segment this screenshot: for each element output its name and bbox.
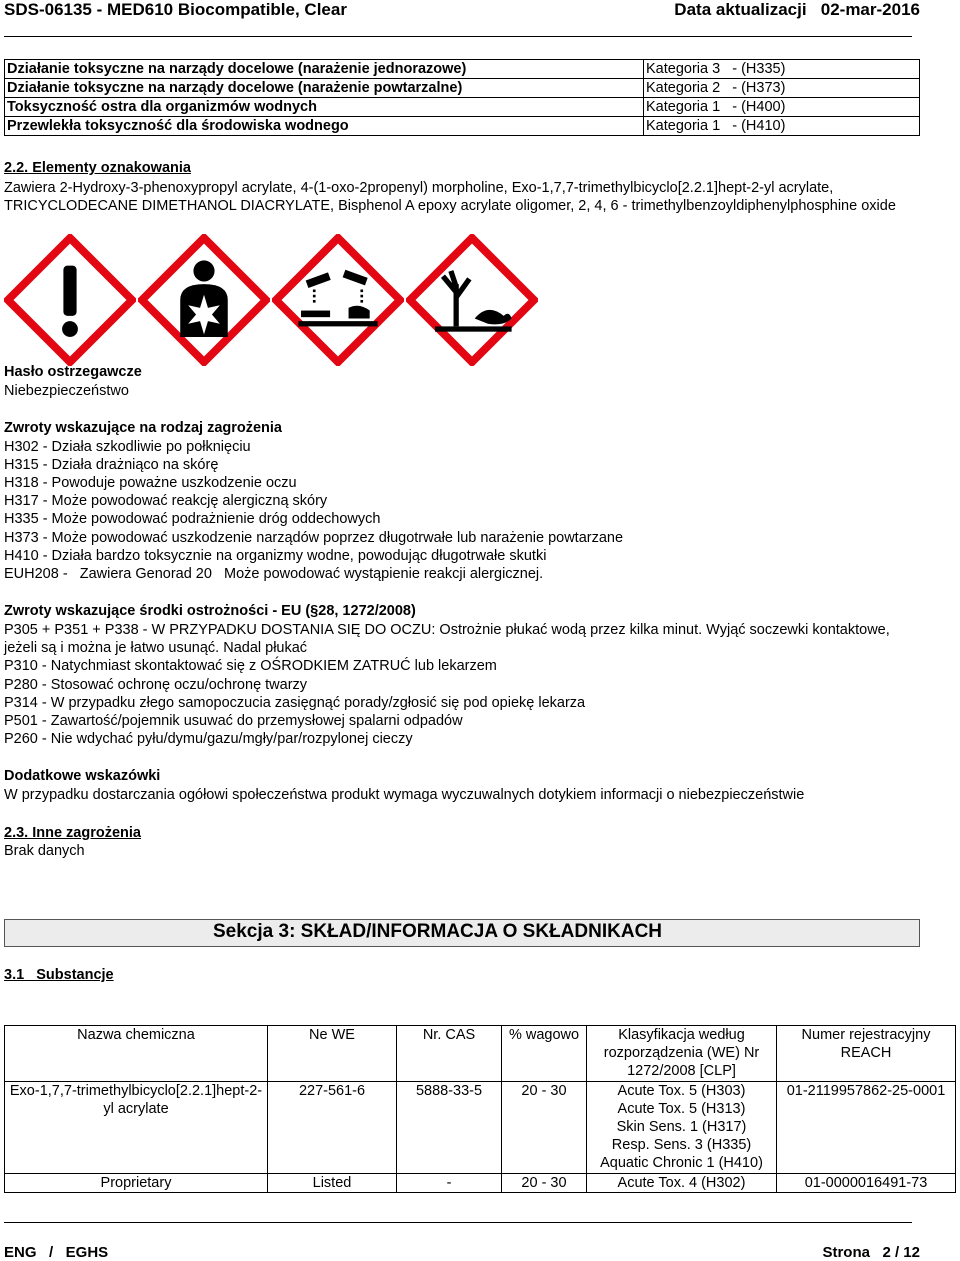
- classification-table: [4, 59, 920, 136]
- list-item: H335 - Może powodować podrażnienie dróg oddechowych: [4, 511, 381, 528]
- page-header: [4, 0, 920, 22]
- additional-info-heading: Dodatkowe wskazówki: [4, 768, 161, 784]
- precautionary-statements: [4, 621, 916, 748]
- list-item: P501 - Zawartość/pojemnik usuwać do przemysłowej spalarni odpadów: [4, 713, 463, 730]
- revision-date: Data aktualizacji 02-mar-2016: [674, 0, 920, 19]
- precautionary-statements-heading: Zwroty wskazujące środki ostrożności - EU (§28, 1272/2008): [4, 603, 416, 619]
- list-item: EUH208 - Zawiera Genorad 20 Może powodować wystąpienie reakcji alergicznej.: [4, 565, 544, 582]
- composition-table: [4, 1025, 956, 1193]
- section-3-title: Sekcja 3: SKŁAD/INFORMACJA O SKŁADNIKACH: [213, 921, 663, 942]
- list-item: H410 - Działa bardzo toksycznie na organizmy wodne, powodując długotrwałe skutki: [4, 547, 547, 564]
- header-rule: [4, 36, 912, 37]
- hazard-statements: [4, 438, 916, 584]
- hazard-statements-heading: Zwroty wskazujące na rodzaj zagrożenia: [4, 420, 282, 436]
- section-3-bar: [4, 919, 920, 947]
- table-row: Exo-1,7,7-trimethylbicyclo[2.2.1]hept-2-yl acrylate 227-561-6 5888-33-5 20 - 30 Acute Tox. 5 (H303) Acute Tox. 5 (H313) Skin Sens. 1 (H317) Resp. Sens. 3 (H335) Aquatic Chronic 1 (H410) 01-2119957862-25-0001: [5, 1081, 956, 1173]
- document-id: SDS-06135 - MED610 Biocompatible, Clear: [4, 0, 347, 19]
- exclamation-mark-icon: [4, 234, 136, 366]
- list-item: P280 - Stosować ochronę oczu/ochronę twarzy: [4, 676, 308, 693]
- footer-language: ENG / EGHS: [4, 1244, 109, 1261]
- substances-heading: 3.1 Substancje: [4, 967, 114, 983]
- list-item: H317 - Może powodować reakcję alergiczną skóry: [4, 493, 328, 510]
- page-number: Strona 2 / 12: [822, 1244, 920, 1261]
- environment-icon: [406, 234, 538, 366]
- other-hazards-text: Brak danych: [4, 843, 85, 859]
- list-item: P310 - Natychmiast skontaktować się z OŚRODKIEM ZATRUĆ lub lekarzem: [4, 658, 497, 675]
- additional-info-text: W przypadku dostarczania ogółowi społeczeństwa produkt wymaga wyczuwalnych dotykiem informacji o niebezpieczeństwie: [4, 787, 805, 803]
- corrosion-icon: [272, 234, 404, 366]
- list-item: H302 - Działa szkodliwie po połknięciu: [4, 438, 251, 455]
- contains-text: Zawiera 2-Hydroxy-3-phenoxypropyl acrylate, 4-(1-oxo-2propenyl) morpholine, Exo-1,7,7-trimethylbicyclo[2.2.1]hept-2-yl acrylate, TRICYCLODECANE DIMETHANOL DIACRYLATE, Bisphenol A epoxy acrylate oligomer, 2, 4, 6 - trimethylbenzoyldiphenylphosphine oxide: [4, 180, 896, 215]
- signal-word: Niebezpieczeństwo: [4, 383, 129, 399]
- signal-word-heading: Hasło ostrzegawcze: [4, 364, 142, 380]
- list-item: H318 - Powoduje poważne uszkodzenie oczu: [4, 474, 297, 491]
- table-row: Działanie toksyczne na narządy docelowe (narażenie jednorazowe) Kategoria 3 - (H335): [5, 60, 920, 79]
- health-hazard-icon: [138, 234, 270, 366]
- list-item: P305 + P351 + P338 - W PRZYPADKU DOSTANIA SIĘ DO OCZU: Ostrożnie płukać wodą przez kilka minut. Wyjąć soczewki kontaktowe, jeżeli są i można je łatwo usunąć. Nadal płukać: [4, 622, 890, 657]
- footer-rule: [4, 1222, 912, 1223]
- table-row: Proprietary Listed - 20 - 30 Acute Tox. 4 (H302) 01-0000016491-73: [5, 1173, 956, 1192]
- list-item: P314 - W przypadku złego samopoczucia zasięgnąć porady/zgłosić się pod opiekę lekarza: [4, 694, 586, 711]
- list-item: H315 - Działa drażniąco na skórę: [4, 456, 219, 473]
- label-elements-heading: 2.2. Elementy oznakowania: [4, 160, 191, 176]
- table-row: Przewlekła toksyczność dla środowiska wodnego Kategoria 1 - (H410): [5, 117, 920, 136]
- table-row: Działanie toksyczne na narządy docelowe (narażenie powtarzalne) Kategoria 2 - (H373): [5, 79, 920, 98]
- other-hazards-heading: 2.3. Inne zagrożenia: [4, 825, 141, 841]
- page-footer: [4, 1244, 920, 1261]
- table-row: Toksyczność ostra dla organizmów wodnych Kategoria 1 - (H400): [5, 98, 920, 117]
- list-item: P260 - Nie wdychać pyłu/dymu/gazu/mgły/par/rozpylonej cieczy: [4, 731, 413, 748]
- list-item: H373 - Może powodować uszkodzenie narządów poprzez długotrwałe lub narażenie powtarzane: [4, 529, 624, 546]
- table-header-row: Nazwa chemiczna Ne WE Nr. CAS % wagowo Klasyfikacja według rozporządzenia (WE) Nr 1272/2008 [CLP] Numer rejestracyjny REACH: [5, 1026, 956, 1082]
